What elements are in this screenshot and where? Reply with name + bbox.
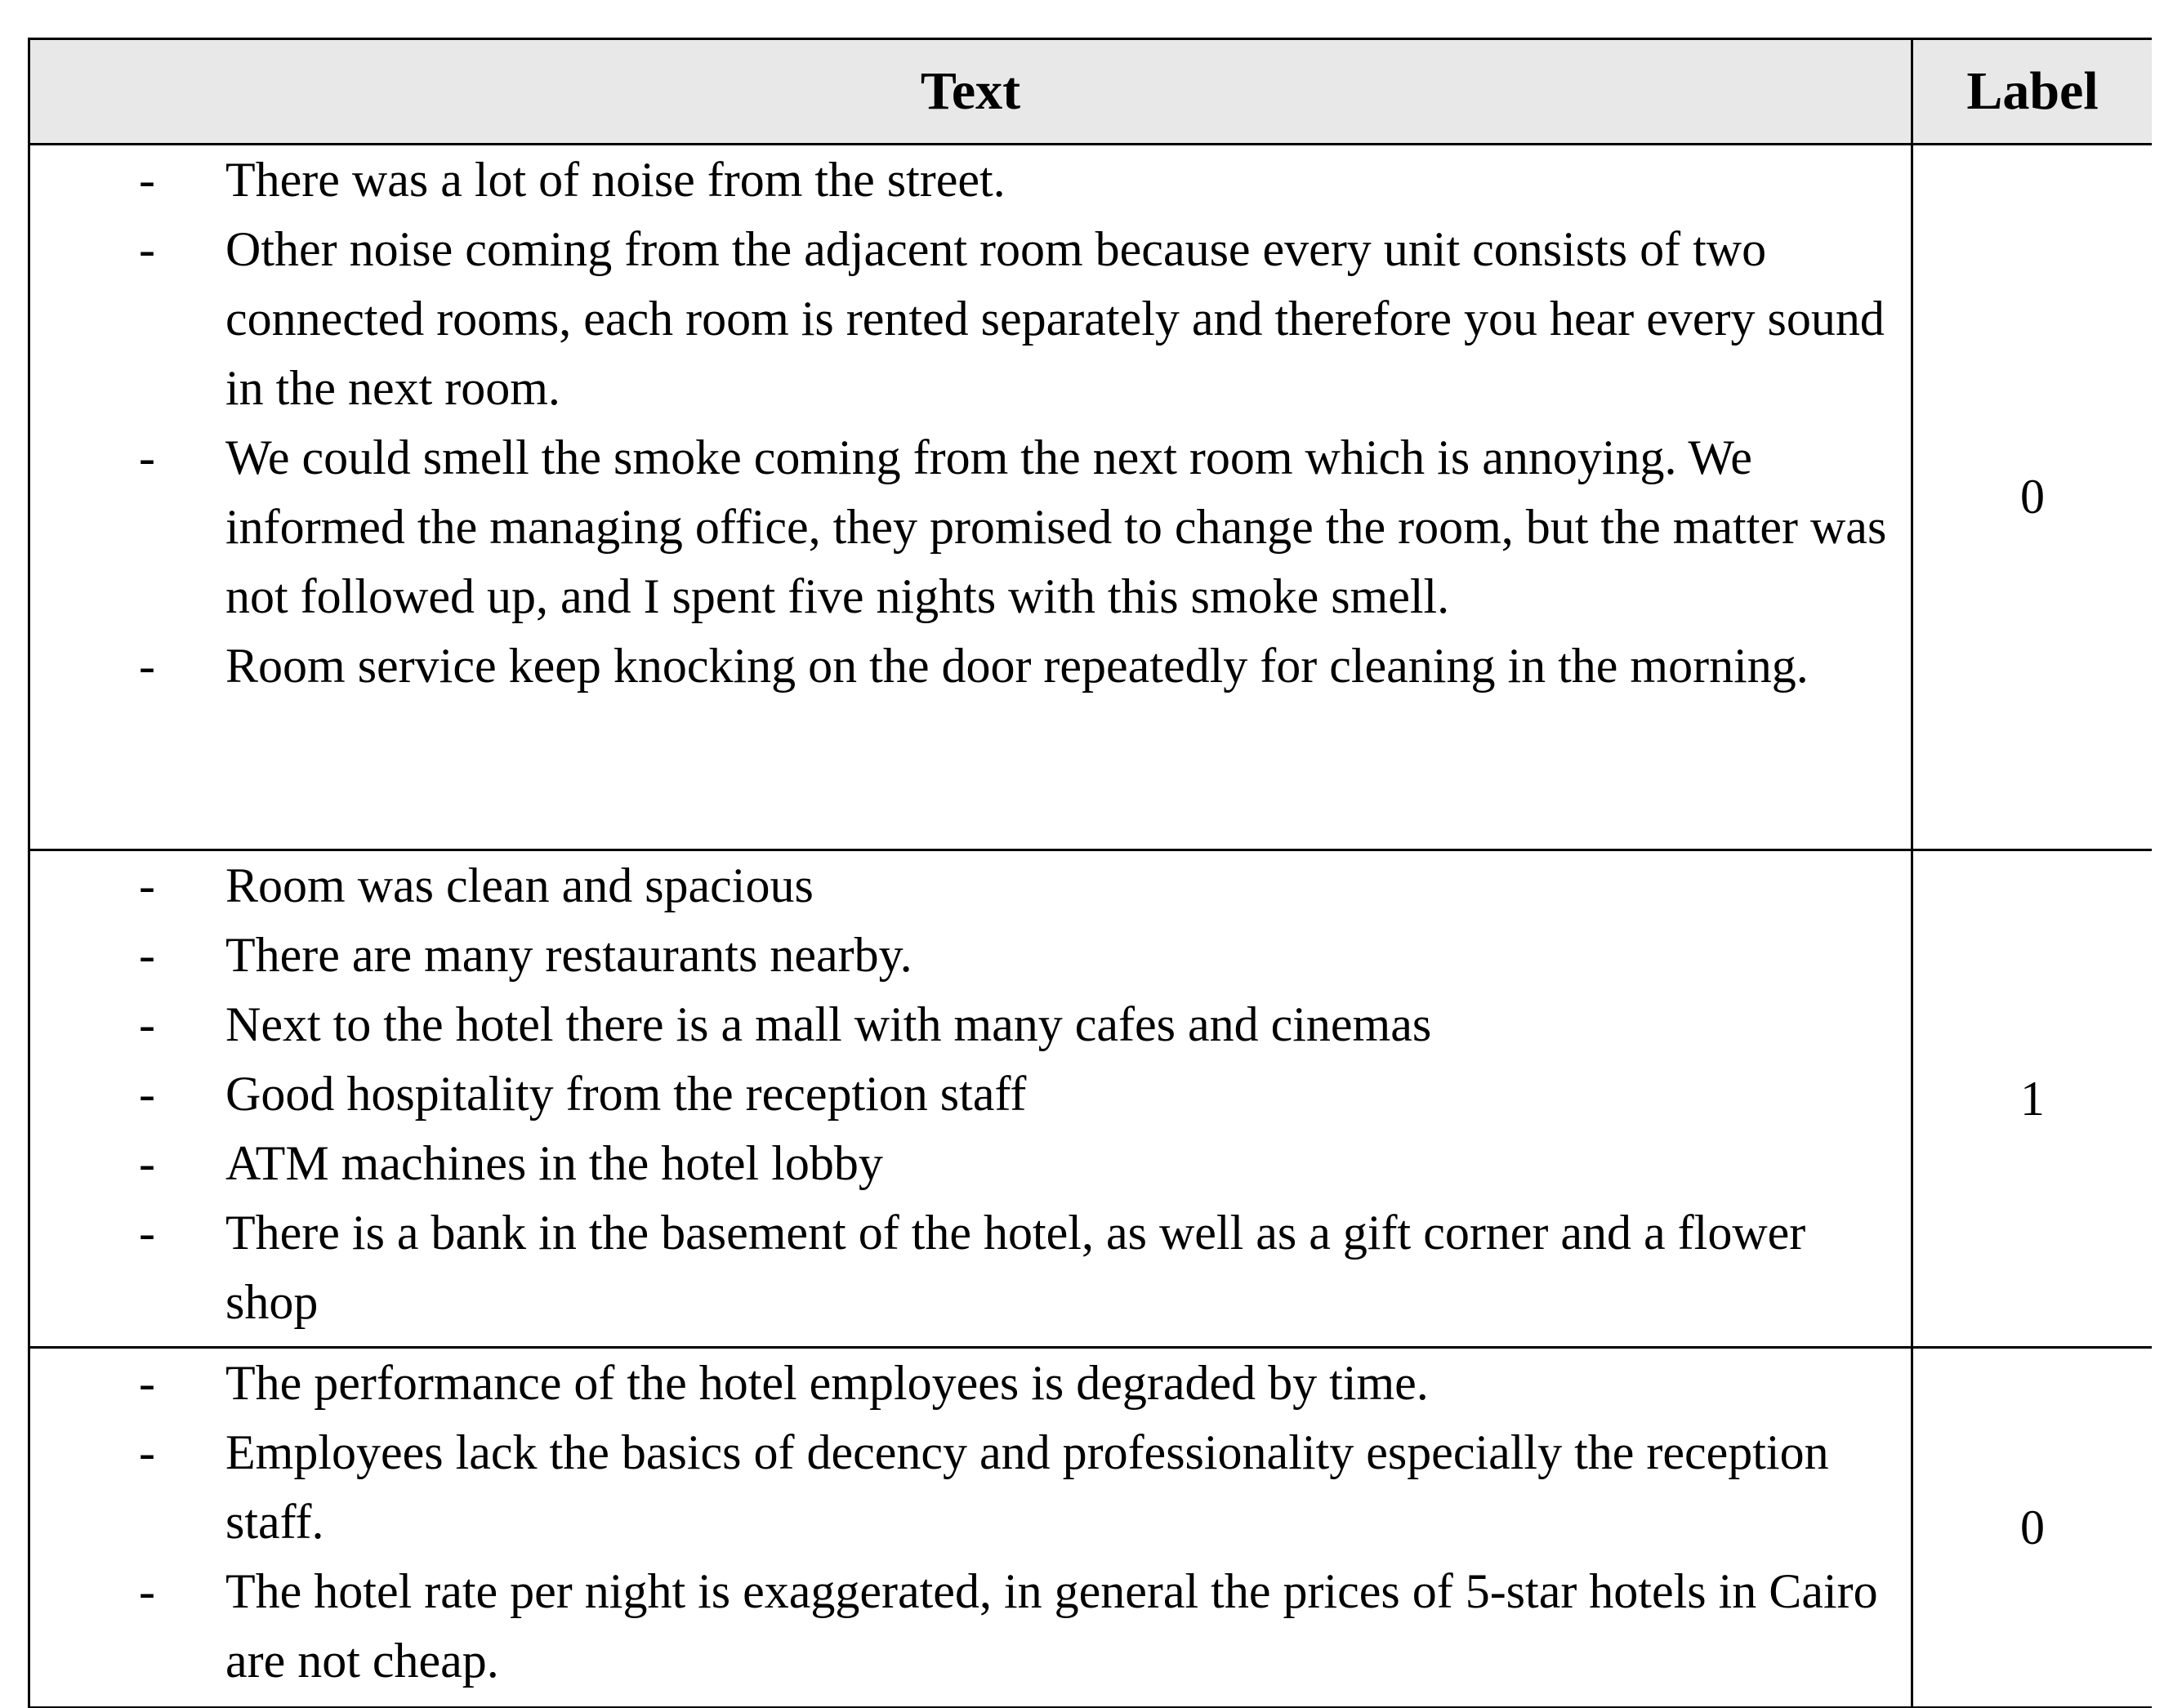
list-item	[30, 851, 1911, 921]
list-item-text: The hotel rate per night is exaggerated, in general the prices of 5-star hotels in Cairo are not cheap.	[225, 1564, 1878, 1688]
table-row	[29, 145, 2153, 850]
label-cell: 0	[1912, 1348, 2153, 1708]
text-cell	[29, 850, 1912, 1348]
review-bullet-list	[30, 145, 1911, 701]
review-bullet-list	[30, 1349, 1911, 1696]
dash-bullet: -	[139, 1564, 155, 1618]
list-item	[30, 1198, 1911, 1337]
review-table-container	[28, 38, 2152, 1708]
list-item	[30, 990, 1911, 1059]
text-cell	[29, 1348, 1912, 1708]
dash-bullet: -	[139, 1136, 155, 1190]
list-item-text: Employees lack the basics of decency and professionality especially the reception staff.	[225, 1425, 1829, 1549]
text-cell	[29, 145, 1912, 850]
label-cell: 0	[1912, 145, 2153, 850]
dash-bullet: -	[139, 222, 155, 276]
table-row	[29, 1348, 2153, 1708]
list-item	[30, 145, 1911, 215]
list-item	[30, 631, 1911, 701]
list-item-text: There is a bank in the basement of the hotel, as well as a gift corner and a flower shop	[225, 1206, 1806, 1329]
list-item	[30, 215, 1911, 423]
dash-bullet: -	[139, 430, 155, 484]
dash-bullet: -	[139, 1425, 155, 1479]
list-item-text: There was a lot of noise from the street.	[225, 153, 1006, 207]
dash-bullet: -	[139, 1356, 155, 1410]
list-item	[30, 1129, 1911, 1198]
list-item	[30, 1418, 1911, 1557]
label-cell: 1	[1912, 850, 2153, 1348]
dash-bullet: -	[139, 997, 155, 1051]
review-label-table	[28, 38, 2152, 1708]
list-item	[30, 1349, 1911, 1418]
list-item-text: Room was clean and spacious	[225, 858, 814, 912]
list-item-text: Other noise coming from the adjacent room because every unit consists of two connected rooms, each room is rented separately and therefore you hear every sound in the next room.	[225, 222, 1885, 415]
list-item-text: Room service keep knocking on the door repeatedly for cleaning in the morning.	[225, 639, 1809, 693]
list-item-text: Good hospitality from the reception staff	[225, 1067, 1027, 1121]
dash-bullet: -	[139, 153, 155, 207]
dash-bullet: -	[139, 858, 155, 912]
dash-bullet: -	[139, 928, 155, 982]
list-item	[30, 1059, 1911, 1129]
table-row	[29, 850, 2153, 1348]
list-item-text: ATM machines in the hotel lobby	[225, 1136, 883, 1190]
dash-bullet: -	[139, 1067, 155, 1121]
table-header-row	[29, 39, 2153, 145]
list-item-text: Next to the hotel there is a mall with many cafes and cinemas	[225, 997, 1432, 1051]
list-item-text: The performance of the hotel employees is degraded by time.	[225, 1356, 1429, 1410]
dash-bullet: -	[139, 1206, 155, 1260]
list-item	[30, 423, 1911, 631]
column-header-text: Text	[29, 39, 1912, 145]
dash-bullet: -	[139, 639, 155, 693]
column-header-label: Label	[1912, 39, 2153, 145]
review-bullet-list	[30, 851, 1911, 1337]
list-item	[30, 1557, 1911, 1696]
list-item-text: We could smell the smoke coming from the next room which is annoying. We informed the managing office, they promised to change the room, but the matter was not followed up, and I spent five nights with this smoke smell.	[225, 430, 1887, 623]
list-item	[30, 921, 1911, 990]
list-item-text: There are many restaurants nearby.	[225, 928, 912, 982]
